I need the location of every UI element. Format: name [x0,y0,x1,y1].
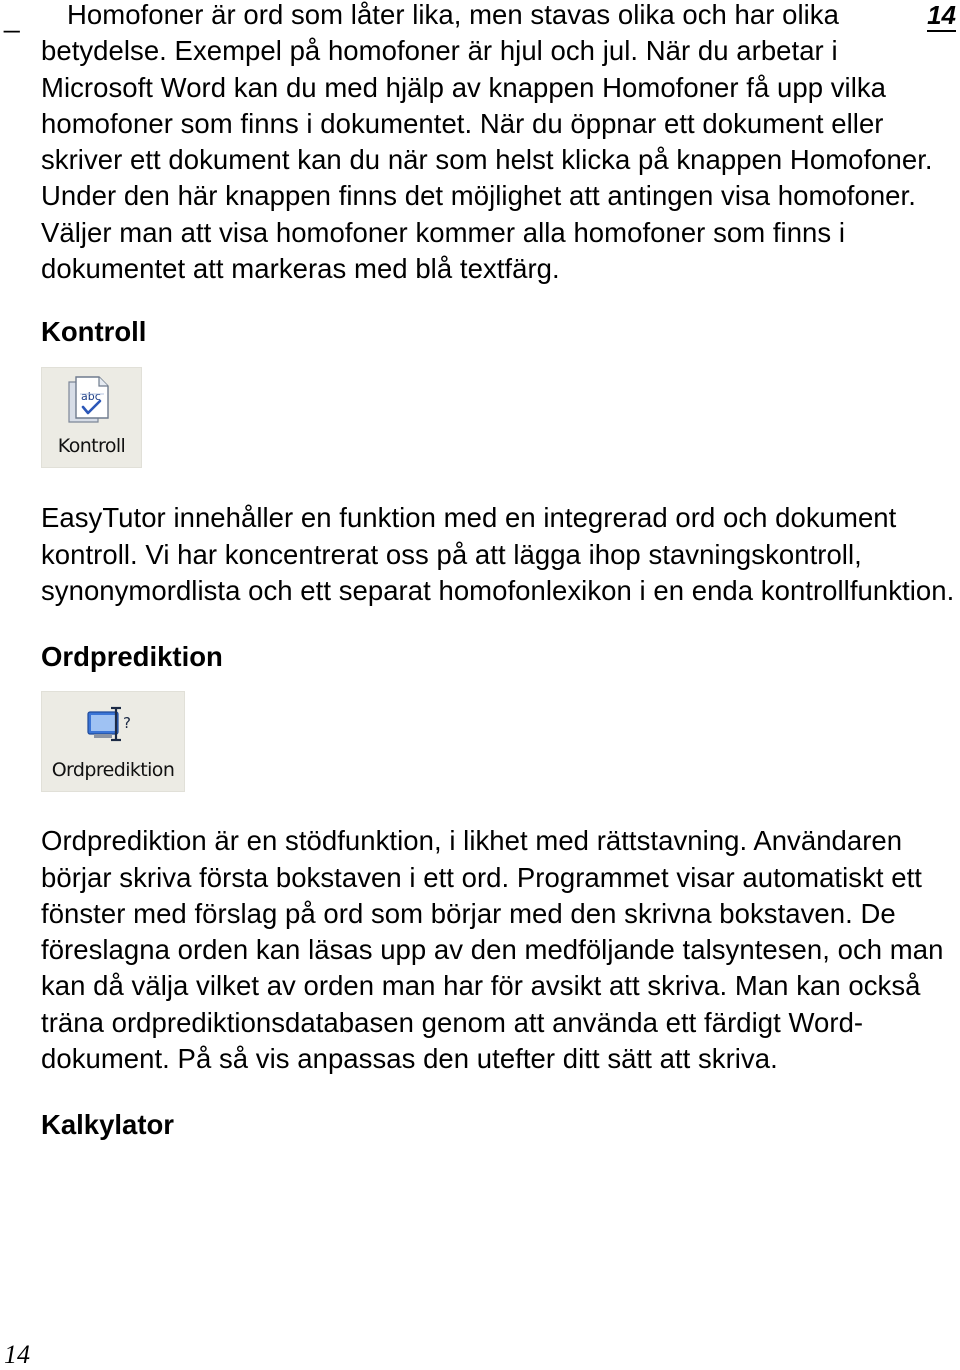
ordprediktion-button[interactable] [41,691,185,792]
svg-text:abc: abc [81,390,101,404]
word-prediction-icon [86,704,138,746]
kontroll-button-label: Kontroll [57,435,126,458]
svg-text:?: ? [123,714,131,733]
heading-kontroll: Kontroll [41,316,147,348]
kontroll-paragraph: EasyTutor innehåller en funktion med en integrerad ord och dokument kontroll. Vi har koncentrerat oss på att lägga ihop stavningskontroll, synonymordlista och ett separat homofonlexikon i en enda kontrollfunktion. [41,502,955,606]
heading-ordprediktion: Ordprediktion [41,641,223,673]
ordprediktion-button-label: Ordprediktion [51,759,175,782]
page-number-bottom: 14 [4,1340,30,1369]
heading-kalkylator: Kalkylator [41,1109,174,1141]
ordprediktion-paragraph: Ordprediktion är en stödfunktion, i likhet med rättstavning. Användaren börjar skriva första bokstaven i ett ord. Programmet visar automatiskt ett fönster med förslag på ord som börjar med den skrivna bokstaven. De föreslagna orden kan läsas upp av den medföljande talsyntesen, och man kan då välja vilket av orden man har för avsikt att skriva. Man kan också träna ordprediktionsdatabasen genom att använda ett färdigt Word-dokument. På så vis anpassas den utefter ditt sätt att skriva. [41,825,944,1075]
intro-paragraph: Homofoner är ord som låter lika, men stavas olika och har olika betydelse. Exempel på homofoner är hjul och jul. När du arbetar i Microsoft Word kan du med hjälp av knappen Homofoner få upp vilka homofoner som finns i dokumentet. När du öppnar ett dokument eller skriver ett dokument kan du när som helst klicka på knappen Homofoner. Under den här knappen finns det möjlighet att antingen visa homofoner. Väljer man att visa homofoner kommer alla homofoner som finns i dokumentet att markeras med blå textfärg. [41,0,933,285]
spellcheck-document-icon [66,374,112,426]
header-mark: _ [4,2,20,33]
document-body [41,0,956,1143]
page-number-top: 14 [927,0,956,30]
kontroll-button[interactable] [41,367,142,468]
